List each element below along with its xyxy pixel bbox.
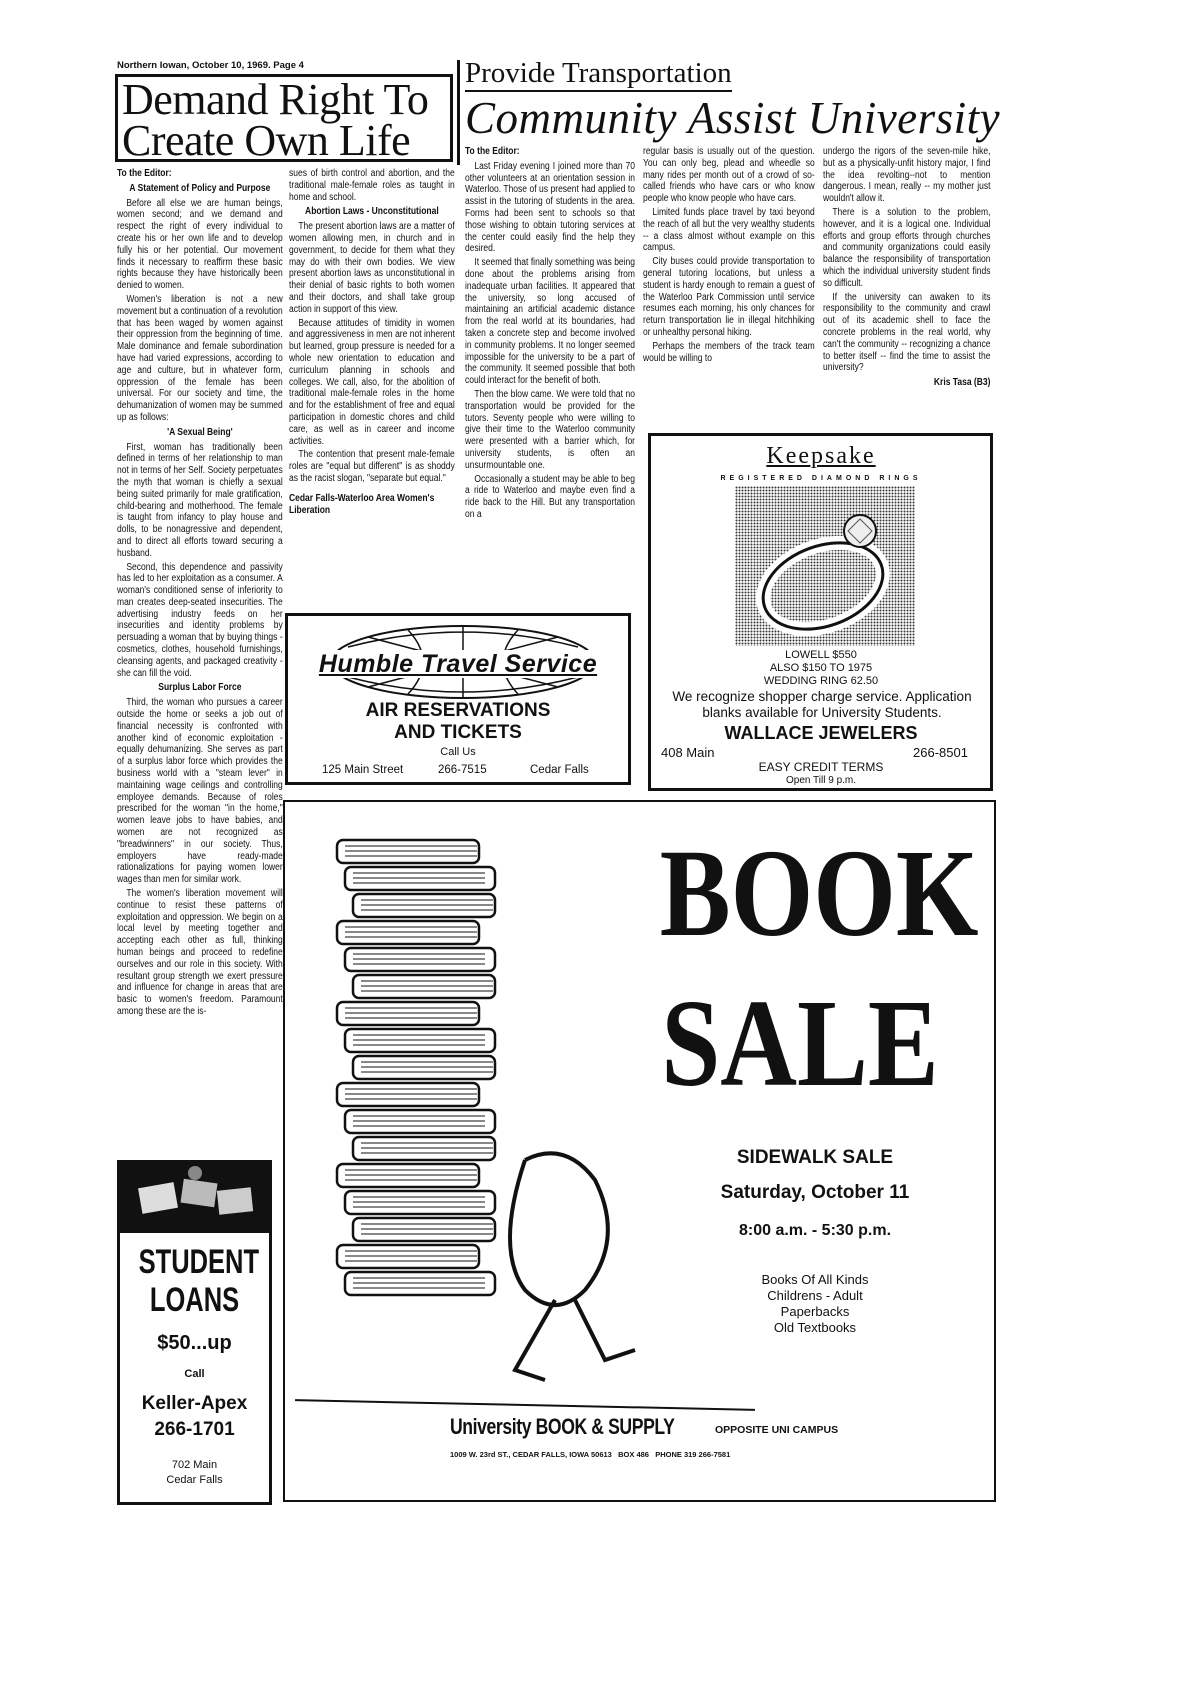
paragraph: First, woman has traditionally been defined in terms of her relationship to man not in terms of her Self. Society perpetuates the myth that woman is chiefly a sexual being suited primarily for male gratification, child-bearing and motherhood. The female is taught from infancy to play house and dolls, to be nonagressive and dependent, and to direct all efforts toward securing a husband. [117,441,283,559]
loan-company: Keller-Apex [141,1393,248,1414]
ring-price-3: WEDDING RING 62.50 [763,675,879,687]
book-stack-illustration [325,830,645,1390]
paragraph: sues of birth control and abortion, and the traditional male-female roles as taught in home and school. [289,168,455,203]
student-loans-ad [117,1160,272,1505]
travel-ad [285,613,631,785]
sale-item: Old Textbooks [773,1320,857,1335]
travel-line2: AND TICKETS [394,722,522,743]
loan-call: Call [184,1368,205,1380]
right-article-kicker: Provide Transportation [465,58,732,92]
left-article-col1 [117,168,283,1020]
paragraph: Because attitudes of timidity in women and aggressiveness in men are not inherent but learned, group pressure is needed for a whole new orientation to education and curriculum planning in schools and colleges. We call, also, for the abolition of traditional male-female roles in the home and for the establishment of free and equal participation in domestic chores and child care, as well as in career and income activities. [289,317,455,447]
paragraph: Women's liberation is not a new movement but a continuation of a revolution that has been waged by women against their oppression from the beginning of time. Male dominance and female subordination have had varied expressions, according to age and culture, but in whatever form, oppression of the female has been universal. For our society and time, the dehumanization of women may be summed up as follows: [117,293,283,423]
credit-terms: EASY CREDIT TERMS [758,760,884,774]
paragraph: If the university can awaken to its responsibility to the community and crawl out of its academic shell to face the concrete problems in the real world, why can't the community -- recognizing a chance to better itself -- find the time to assist the university? [823,291,991,374]
ring-price-1: LOWELL $550 [785,649,857,661]
travel-phone: 266-7515 [438,764,487,776]
sale-item: Childrens - Adult [767,1288,863,1303]
charge-note: We recognize shopper charge service. Application blanks available for University Students. [672,689,972,720]
right-article-headline: Community Assist University [465,93,1001,143]
page-folio: Northern Iowan, October 10, 1969. Page 4 [117,60,304,71]
headline-line-1: Demand Right To [122,75,429,124]
store-location: OPPOSITE UNI CAMPUS [715,1424,839,1436]
headline-line-2: Create Own Life [122,116,411,162]
subheading: 'A Sexual Being' [167,426,233,438]
right-article-col4 [643,146,815,366]
ring-price-2: ALSO $150 TO 1975 [769,662,873,674]
left-article-col2 [289,168,455,516]
item-list [665,1272,965,1336]
subheading: Abortion Laws - Unconstitutional [305,206,439,218]
paragraph: The present abortion laws are a matter of women allowing men, in church and in government, to decide for them what they may do with their own bodies. We view present abortion laws as unconstitutional in their denial of basic rights to both women and their doctors, and shall take group action in support of this view. [289,221,455,315]
travel-address: 125 Main Street [322,764,404,776]
travel-call: Call Us [440,746,476,758]
travel-city: Cedar Falls [530,764,589,776]
loan-line-1: STUDENT [138,1243,260,1281]
event-hours: 8:00 a.m. - 5:30 p.m. [738,1222,892,1239]
right-article-col3 [465,146,635,523]
store-hours: Open Till 9 p.m. [785,775,857,786]
travel-line1: AIR RESERVATIONS [365,700,551,721]
book-sale-ad [283,800,996,1502]
event-date: Saturday, October 11 [720,1182,910,1203]
store-phone: 266-8501 [913,745,968,760]
paragraph: Perhaps the members of the track team would be willing to [643,340,815,364]
paragraph: City buses could provide transportation to general tutoring locations, but unless a student is hardy enough to remain a guest of the Waterloo Park Commission until service resumes each morning, his only chances for return transportation lie in illegal hitchhiking or unhealthy personal hiking. [643,256,815,338]
jeweler-ad [648,433,993,791]
left-headline [115,74,453,162]
keepsake-tagline: REGISTERED DIAMOND RINGS [720,475,922,482]
store-name: WALLACE JEWELERS [724,723,918,743]
loan-city: Cedar Falls [166,1474,223,1486]
diamond-ring-image [735,486,915,646]
signature: Kris Tasa (B3) [933,377,991,389]
paragraph: The women's liberation movement will continue to resist these patterns of exploitation and oppression. We begin on a local level by meeting together and accepting each other as full, thinking human beings and proceed to redefine ourselves and our role in this society. With resultant group strength we exert pressure and influence for change in areas that are basic to women's freedom. Paramount among these are the is- [117,888,283,1017]
sale-item: Books Of All Kinds [761,1272,869,1287]
paragraph: regular basis is usually out of the question. You can only beg, plead and wheedle so many rides per month out of a crowd of so-called friends who have cars or who know people who know people who have cars. [643,146,815,205]
salutation: To the Editor: [465,146,520,157]
paragraph: It seemed that finally something was being done about the problems arising from inadequate urban facilities. It appeared that the university, so long accused of maintaining an artificial academic distance from the real world at its boundaries, had taken a concrete step and become involved in community problems. It no longer seemed impossible for the university to be a part of the community. It seemed possible that both could interact for the benefit of both. [465,257,635,387]
store-contact: 1009 W. 23rd ST., CEDAR FALLS, IOWA 50613 BOX 486 PHONE 319 266-7581 [450,1450,731,1459]
sale-item: Paperbacks [780,1304,850,1319]
keepsake-logo: Keepsake [766,443,876,469]
ground-line [295,1399,755,1411]
right-article-col5 [823,146,990,389]
paragraph: Then the blow came. We were told that no transportation would be provided for the tutors. Seventy people who were willing to give their time to the Waterloo community were presented with a barrier which, for university students, is often an unsurmountable one. [465,388,635,471]
cartoon-character [510,1153,635,1380]
event-name: SIDEWALK SALE [736,1147,894,1168]
column-rule [457,60,460,165]
store-logo: University BOOK & SUPPLY [450,1414,675,1439]
paragraph: undergo the rigors of the seven-mile hike, but as a physically-unfit history major, I find the idea revolting--not to mention dangerous. I mean, really -- my mother just wouldn't allow it. [823,146,991,205]
sale-word: SALE [661,975,939,1113]
travel-brand: Humble Travel Service [316,650,600,678]
money-illustration [120,1163,269,1233]
paragraph: Before all else we are human beings, women second; and we demand and respect the right of every individual to create his or her own life and to develop fully his or her potential. Our movement finds it necessary to reaffirm these basic rights because they have historically been denied to women. [117,197,283,292]
loan-address: 702 Main [171,1459,218,1471]
subheading: Surplus Labor Force [158,682,242,694]
paragraph: Third, the woman who pursues a career outside the home or seeks a job out of financial necessity is confronted with another kind of economic exploitation - equally dehumanizing. She serves as part of a surplus labor force which provides the business world with a "steam lever" in maintaining wage ceilings and controlling employee demands. Because of roles prescribed for the woman "in the home," women leave jobs to have babies, and women are not recognized as "breadwinners" in our society. Thus, employers have ready-made rationalizations for paying women lower wages than men for similar work. [117,697,283,886]
loan-phone: 266-1701 [154,1419,235,1440]
loan-line-2: LOANS [149,1281,240,1319]
paragraph: Limited funds place travel by taxi beyond the reach of all but the very wealthy students -- a class almost without example on this campus. [643,206,815,254]
loan-amount: $50...up [157,1332,232,1354]
paragraph: The contention that present male-female roles are "equal but different" is as shoddy as the racist slogan, "separate but equal." [289,449,455,484]
subheading: A Statement of Policy and Purpose [129,182,271,194]
paragraph: Occasionally a student may be able to beg a ride to Waterloo and maybe even find a ride back to the Hill. But any transportation on a [465,473,635,520]
paragraph: Last Friday evening I joined more than 70 other volunteers at an orientation session in Waterloo. Those of us present had applied to assist in the tutoring of students in the area. Forms had been sent to schools so that those wishing to obtain tutoring services at the center could easily find the help they desired. [465,160,635,255]
paragraph: There is a solution to the problem, however, and it is a logical one. Individual efforts and group efforts through churches and community organizations could easily balance the responsibility of transportation which the individual university student finds so difficult. [823,206,991,289]
signature: Cedar Falls-Waterloo Area Women's Liberation [289,492,435,516]
salutation: To the Editor: [117,168,172,179]
book-word: BOOK [659,825,979,963]
paragraph: Second, this dependence and passivity has led to her exploitation as a consumer. A woman's conditioned sense of inferiority to man creates deep-seated insecurities. The advertising industry feeds on her insecurities and identity problems by persuading a woman that by buying things - cosmetics, clothes, household furnishings, cleansing agents, and packaged creativity - she can fill the void. [117,561,283,679]
store-address: 408 Main [661,745,715,760]
